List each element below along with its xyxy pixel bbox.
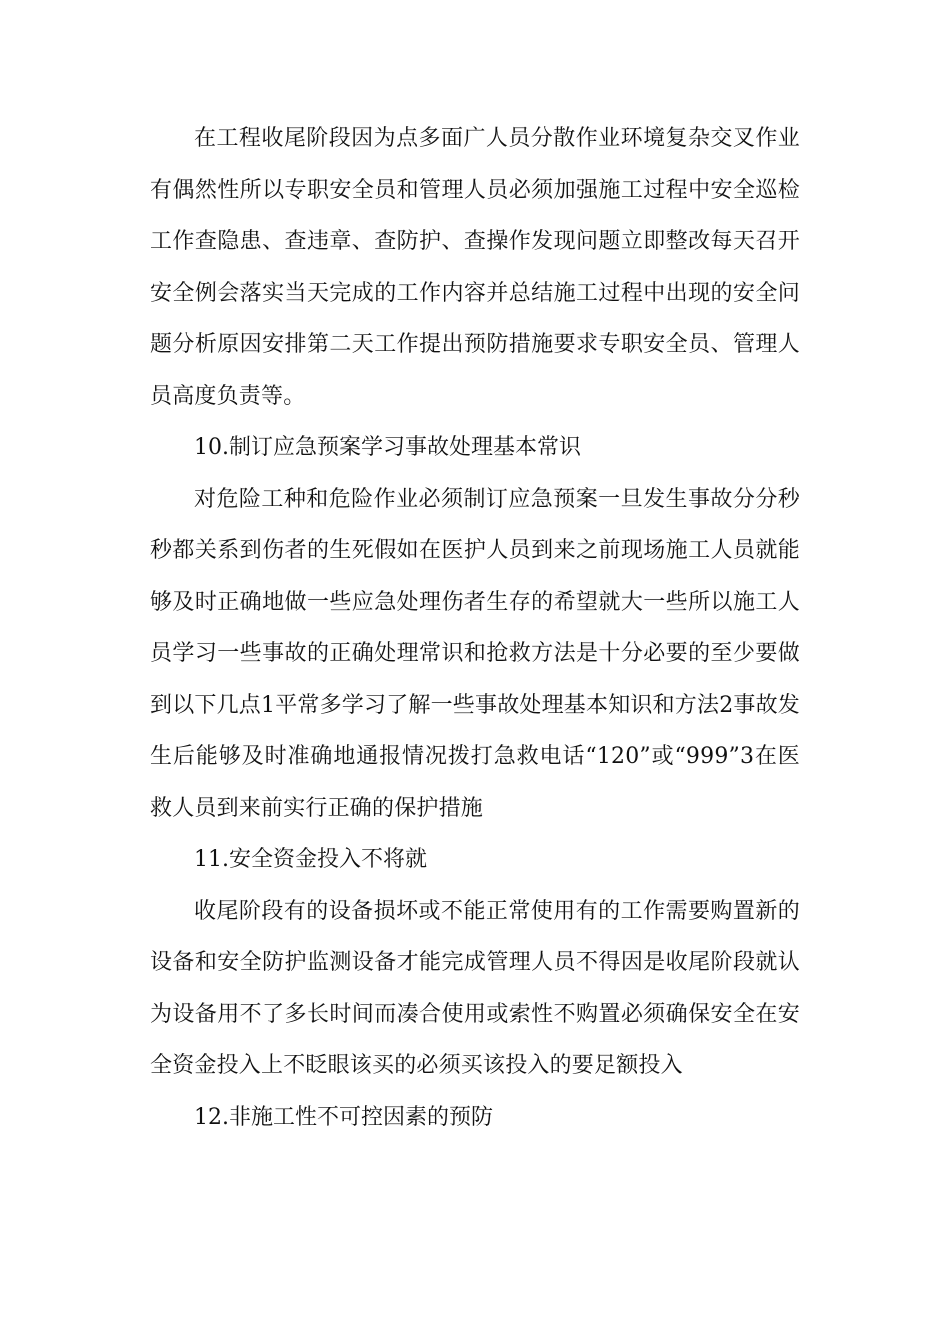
paragraph-safety-funding: 收尾阶段有的设备损坏或不能正常使用有的工作需要购置新的设备和安全防护监测设备才能完成管理人员不得因是收尾阶段就认为设备用不了多长时间而凑合使用或索性不购置必须确保安全在安全资金投入上不眨眼该买的必须买该投入的要足额投入	[150, 898, 800, 1078]
section-heading-10: 10.制订应急预案学习事故处理基本常识	[194, 435, 581, 460]
section-heading-12: 12.非施工性不可控因素的预防	[194, 1104, 493, 1130]
section-heading-11: 11.安全资金投入不将就	[194, 847, 427, 872]
document-body	[150, 113, 800, 1143]
paragraph-inspection: 在工程收尾阶段因为点多面广人员分散作业环境复杂交叉作业有偶然性所以专职安全员和管理人员必须加强施工过程中安全巡检工作查隐患、查违章、查防护、查操作发现问题立即整改每天召开安全例会落实当天完成的工作内容并总结施工过程中出现的安全问题分析原因安排第二天工作提出预防措施要求专职安全员、管理人员高度负责等。	[150, 126, 800, 409]
paragraph-emergency-plan: 对危险工种和危险作业必须制订应急预案一旦发生事故分分秒秒都关系到伤者的生死假如在医护人员到来之前现场施工人员就能够及时正确地做一些应急处理伤者生存的希望就大一些所以施工人员学习一些事故的正确处理常识和抢救方法是十分必要的至少要做到以下几点1平常多学习了解一些事故处理基本知识和方法2事故发生后能够及时准确地通报情况拨打急救电话“120”或“999”3在医救人员到来前实行正确的保护措施	[150, 486, 800, 821]
